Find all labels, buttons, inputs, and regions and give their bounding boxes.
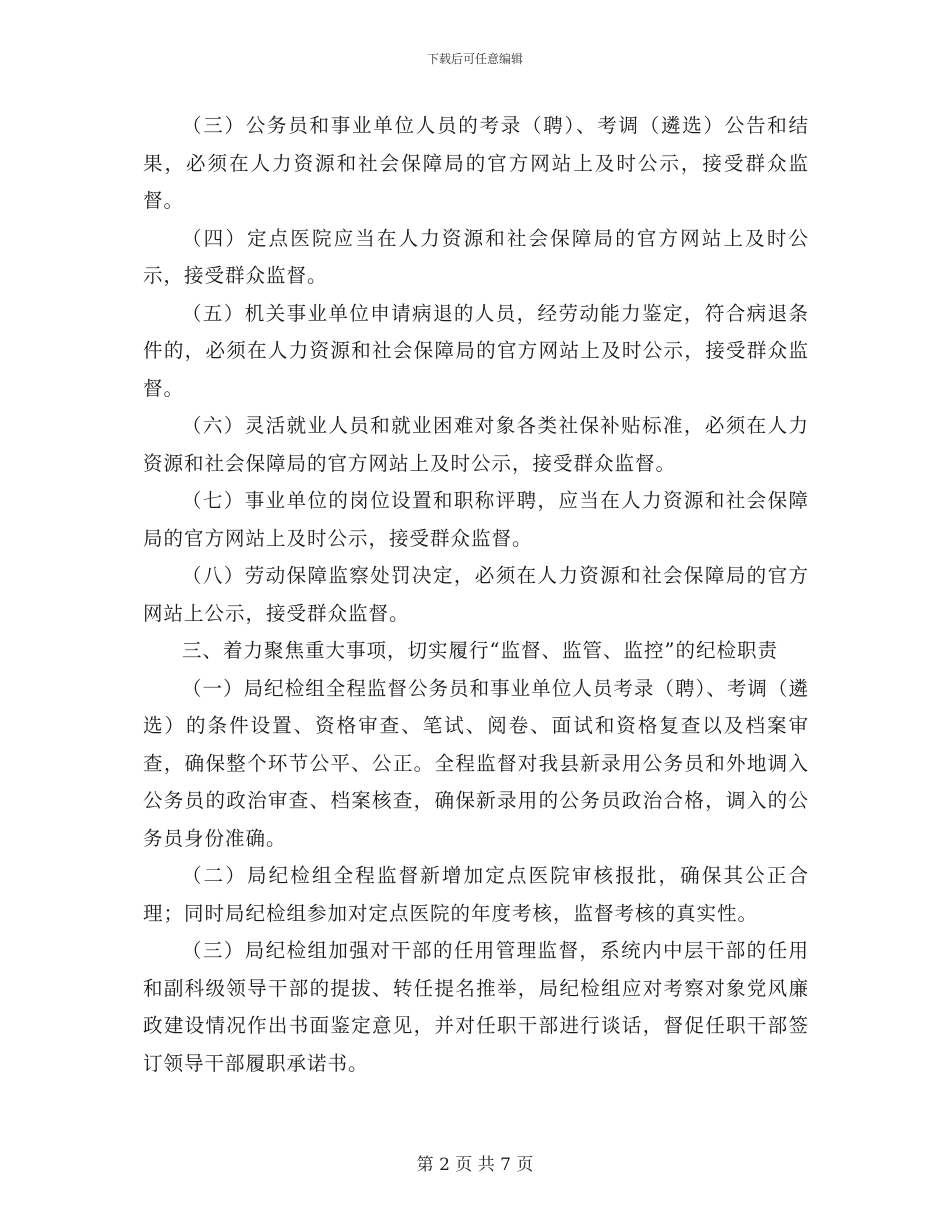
paragraph: （三）局纪检组加强对干部的任用管理监督，系统内中层干部的任用和副科级领导干部的提拔、转任提名推举，局纪检组应对考察对象党风廉政建设情况作出书面鉴定意见，并对任职干部进行谈话，督促任职干部签订领导干部履职承诺书。 [143,939,809,1075]
paragraph: （六）灵活就业人员和就业困难对象各类社保补贴标准，必须在人力资源和社会保障局的官方网站上及时公示，接受群众监督。 [143,414,809,475]
page-number: 第 2 页 共 7 页 [416,1155,534,1175]
paragraph: （三）公务员和事业单位人员的考录（聘）、考调（遴选）公告和结果，必须在人力资源和社会保障局的官方网站上及时公示，接受群众监督。 [143,114,809,212]
paragraph: （七）事业单位的岗位设置和职称评聘，应当在人力资源和社会保障局的官方网站上及时公示，接受群众监督。 [143,489,809,550]
section-heading: 三、着力聚焦重大事项，切实履行“监督、监管、监控”的纪检职责 [182,639,778,662]
document-body [143,107,809,1082]
paragraph: （一）局纪检组全程监督公务员和事业单位人员考录（聘）、考调（遴选）的条件设置、资格审查、笔试、阅卷、面试和资格复查以及档案审查，确保整个环节公平、公正。全程监督对我县新录用公务员和外地调入公务员的政治审查、档案核查，确保新录用的公务员政治合格，调入的公务员身份准确。 [143,676,809,850]
paragraph: （八）劳动保障监察处罚决定，必须在人力资源和社会保障局的官方网站上公示，接受群众监督。 [143,564,809,625]
paragraph: （五）机关事业单位申请病退的人员，经劳动能力鉴定，符合病退条件的，必须在人力资源和社会保障局的官方网站上及时公示，接受群众监督。 [143,301,809,400]
paragraph: （四）定点医院应当在人力资源和社会保障局的官方网站上及时公示，接受群众监督。 [143,226,809,287]
page-header-note: 下载后可任意编辑 [426,52,523,66]
paragraph: （二）局纪检组全程监督新增加定点医院审核报批，确保其公正合理；同时局纪检组参加对定点医院的年度考核，监督考核的真实性。 [143,864,809,925]
